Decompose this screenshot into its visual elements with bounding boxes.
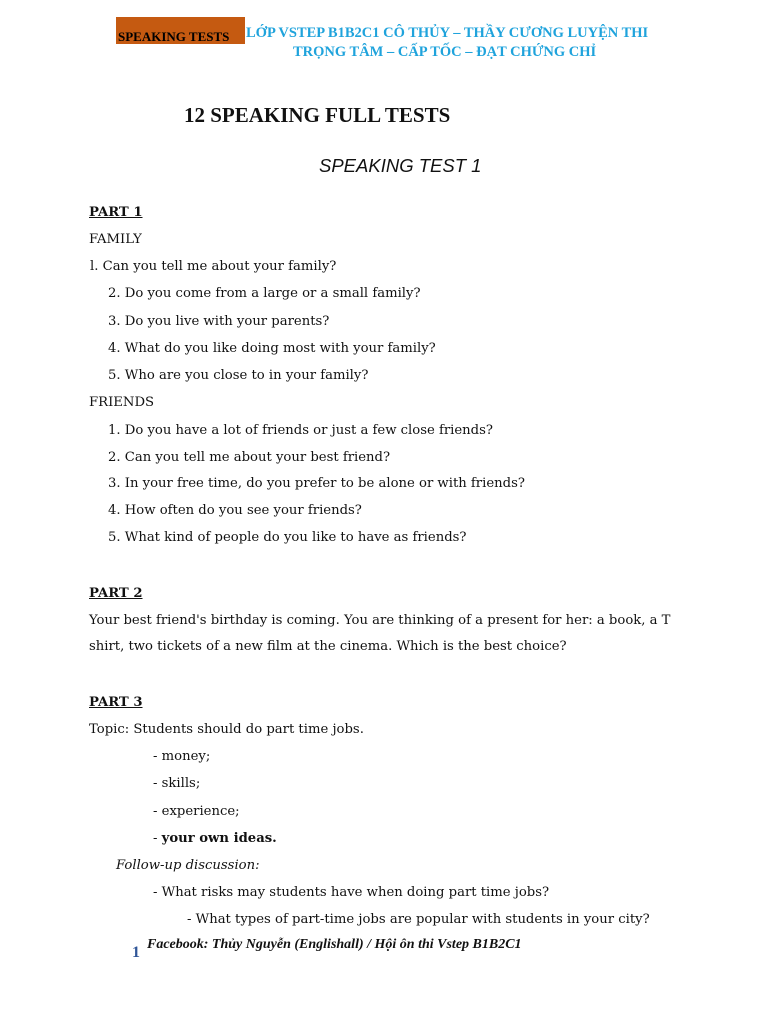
page-number: 1 [132,944,140,961]
part3-topic: Topic: Students should do part time jobs. [89,722,364,737]
friends-question: 5. What kind of people do you like to have as friends? [108,530,467,545]
document-title: 12 SPEAKING FULL TESTS [184,103,451,127]
friends-question: 1. Do you have a lot of friends or just a few close friends? [108,423,493,438]
part3-point: - experience; [153,804,240,819]
header-line-1: LỚP VSTEP B1B2C1 CÔ THỦY – THẦY CƯƠNG LUYỆN THI [246,25,649,41]
part3-heading: PART 3 [89,695,143,710]
part2-prompt-line: Your best friend's birthday is coming. You are thinking of a present for her: a book, a T [89,613,671,628]
part3-point: - skills; [153,776,201,791]
header-line-2: TRỌNG TÂM – CẤP TỐC – ĐẠT CHỨNG CHỈ [293,44,597,60]
part3-point-dash: - [153,831,162,846]
followup-question: - What risks may students have when doing part time jobs? [153,885,550,900]
followup-question: - What types of part-time jobs are popular with students in your city? [187,912,650,927]
header-tag: SPEAKING TESTS [116,17,245,44]
family-question: 4. What do you like doing most with your family? [108,341,436,356]
friends-question: 3. In your free time, do you prefer to be alone or with friends? [108,476,525,491]
family-question: 2. Do you come from a large or a small family? [108,286,421,301]
topic-family: FAMILY [89,232,142,247]
part3-point: - money; [153,749,211,764]
part3-point-own-ideas [153,831,277,846]
topic-friends: FRIENDS [89,395,155,410]
part2-heading: PART 2 [89,586,143,601]
part1-heading: PART 1 [89,205,143,220]
friends-question: 2. Can you tell me about your best friend? [108,450,391,465]
family-question: 5. Who are you close to in your family? [108,368,369,383]
test-title: SPEAKING TEST 1 [319,155,482,176]
family-question: l. Can you tell me about your family? [90,259,337,274]
followup-label: Follow-up discussion: [116,858,260,873]
friends-question: 4. How often do you see your friends? [108,503,362,518]
family-question: 3. Do you live with your parents? [108,314,330,329]
part2-prompt-line: shirt, two tickets of a new film at the cinema. Which is the best choice? [89,639,567,654]
part3-point-bold: your own ideas. [161,831,277,846]
footer-text: Facebook: Thủy Nguyễn (Englishall) / Hội ôn thi Vstep B1B2C1 [147,937,522,952]
